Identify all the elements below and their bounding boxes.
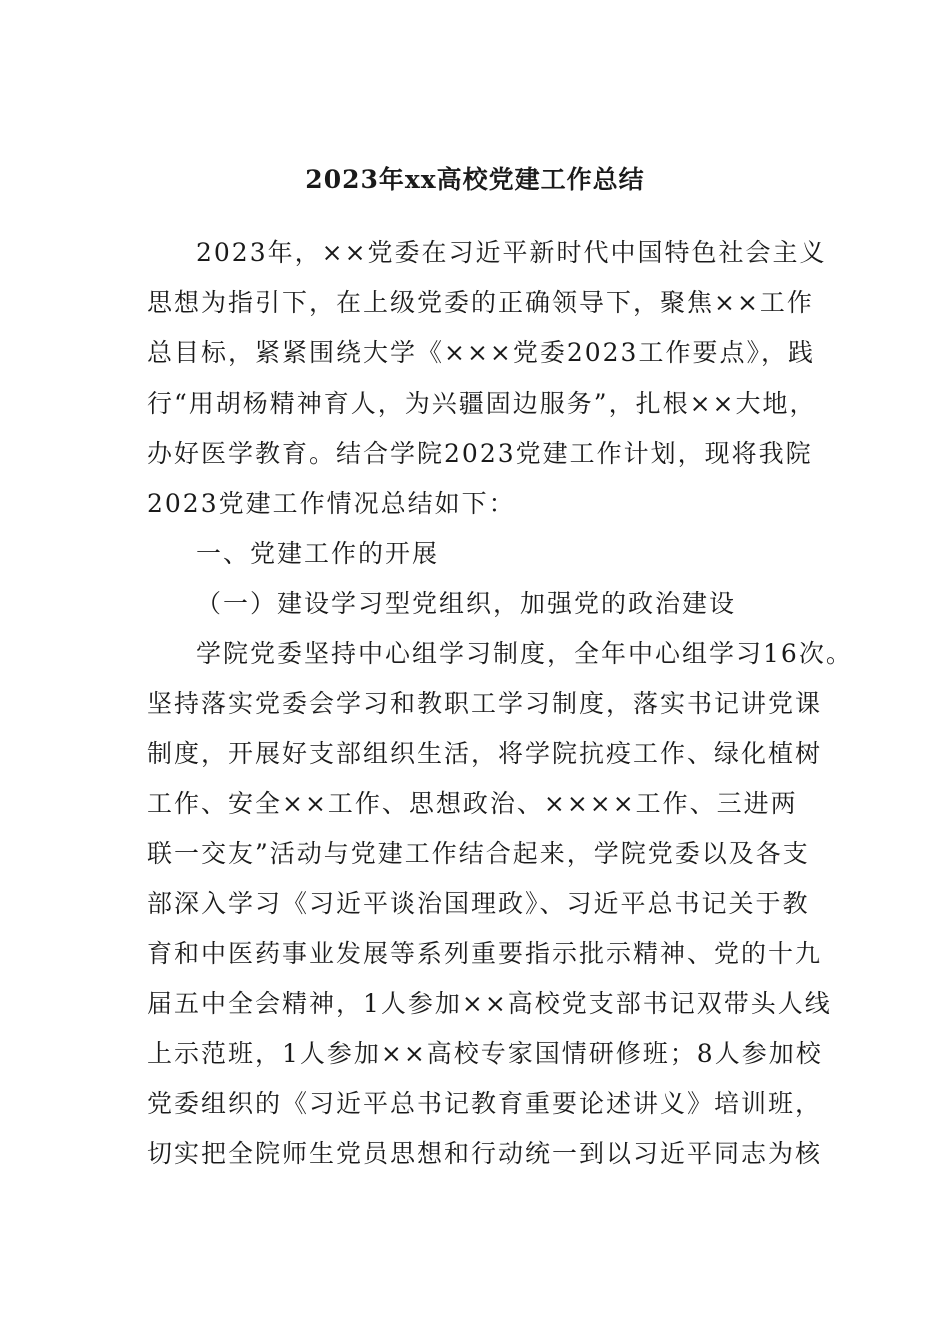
- document-title: 2023年xx高校党建工作总结: [305, 165, 645, 194]
- paragraph-line: 行“用胡杨精神育人，为兴疆固边服务”，扎根××大地，: [147, 389, 817, 418]
- paragraph-line: 部深入学习《习近平谈治国理政》、习近平总书记关于教: [147, 889, 810, 918]
- paragraph-line: 届五中全会精神，1人参加××高校党支部书记双带头人线: [147, 989, 832, 1018]
- paragraph-line: 2023党建工作情况总结如下：: [147, 489, 516, 518]
- paragraph-line: 党委组织的《习近平总书记教育重要论述讲义》培训班，: [147, 1089, 823, 1118]
- paragraph-line: 制度，开展好支部组织生活，将学院抗疫工作、绿化植树: [147, 739, 823, 768]
- subsection-heading: （一）建设学习型党组织，加强党的政治建设: [196, 589, 737, 618]
- section-heading: 一、党建工作的开展: [196, 539, 440, 568]
- paragraph-line: 育和中医药事业发展等系列重要指示批示精神、党的十九: [147, 939, 823, 968]
- paragraph-line: 联一交友”活动与党建工作结合起来，学院党委以及各支: [147, 839, 810, 868]
- paragraph-line: 切实把全院师生党员思想和行动统一到以习近平同志为核: [147, 1139, 823, 1168]
- paragraph-line: 工作、安全××工作、思想政治、××××工作、三进两: [147, 789, 798, 818]
- paragraph-line: 思想为指引下，在上级党委的正确领导下，聚焦××工作: [147, 288, 814, 317]
- paragraph-line: 2023年，××党委在习近平新时代中国特色社会主义: [196, 238, 827, 267]
- paragraph-line: 办好医学教育。结合学院2023党建工作计划，现将我院: [147, 439, 813, 468]
- paragraph-line: 坚持落实党委会学习和教职工学习制度，落实书记讲党课: [147, 689, 823, 718]
- paragraph-line: 总目标，紧紧围绕大学《×××党委2023工作要点》，践: [147, 338, 815, 367]
- paragraph-line: 学院党委坚持中心组学习制度，全年中心组学习16次。: [196, 639, 853, 668]
- paragraph-line: 上示范班，1人参加××高校专家国情研修班；8人参加校: [147, 1039, 823, 1068]
